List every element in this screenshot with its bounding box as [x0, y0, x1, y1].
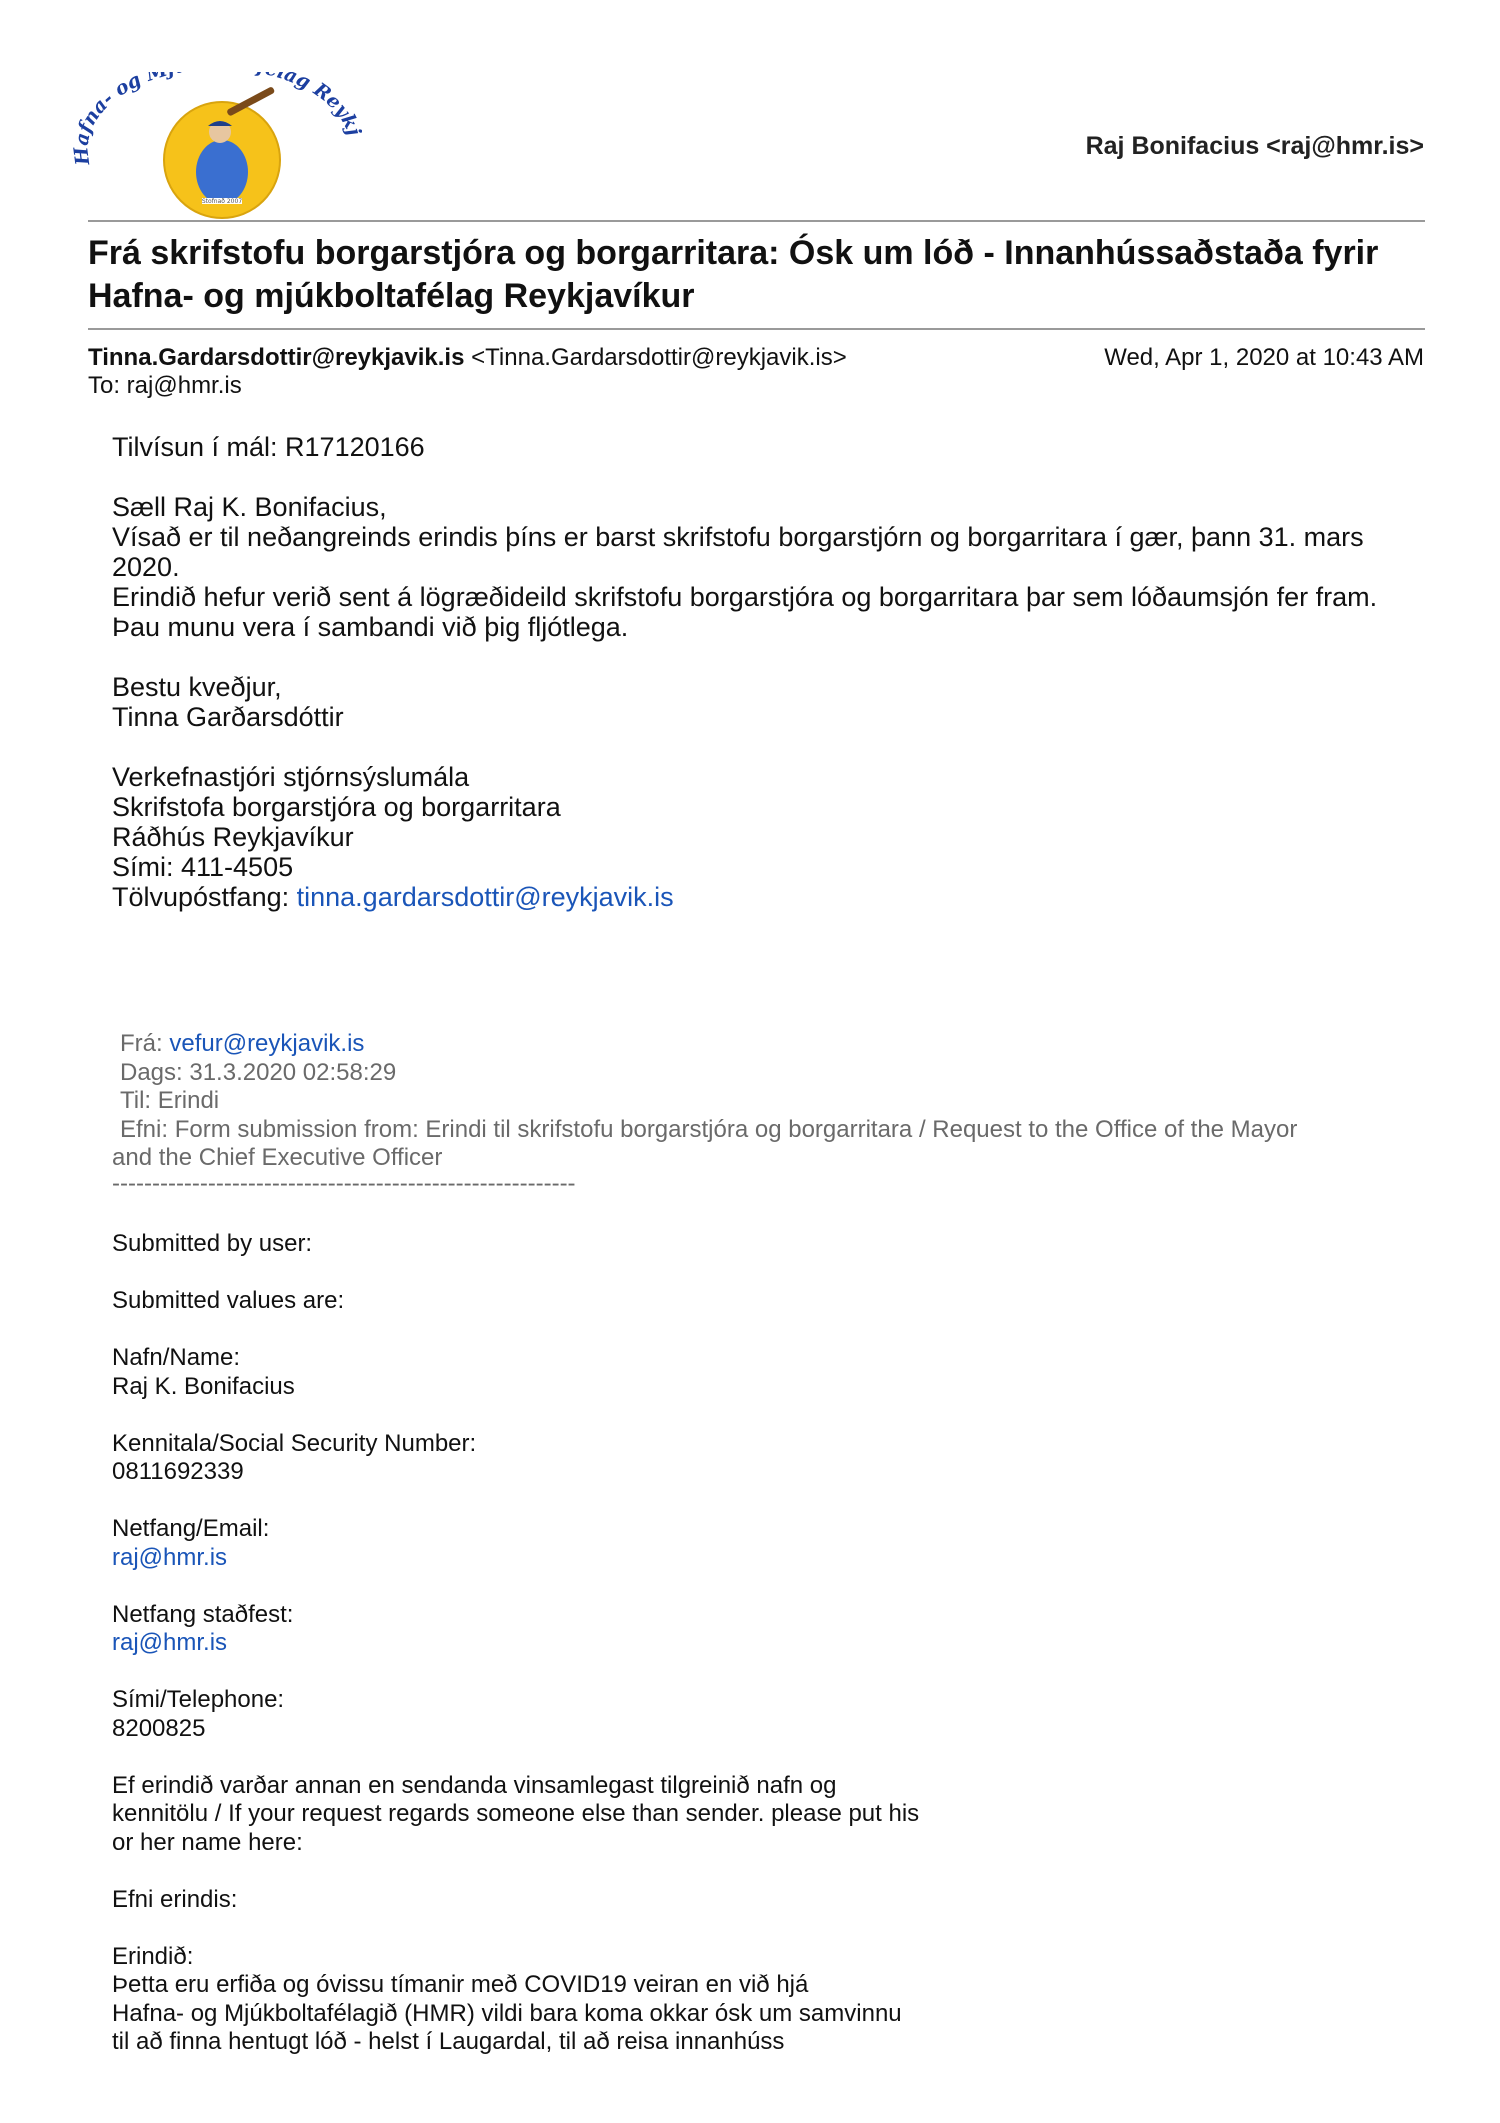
- quoted-date: Dags: 31.3.2020 02:58:29: [120, 1058, 397, 1086]
- quoted-from-label: Frá:: [120, 1030, 170, 1057]
- other-party-line-2: kennitölu / If your request regards someone else than sender. please put his: [112, 1800, 920, 1827]
- closing: Bestu kveðjur,: [112, 672, 282, 702]
- body-paragraph-2: Erindið hefur verið sent á lögræðideild skrifstofu borgarstjóra og borgarritara þar sem lóðaumsjón fer fram. Þau munu vera í sambandi við þig fljótlega.: [112, 582, 1378, 642]
- phone-label: Sími/Telephone:: [112, 1686, 285, 1713]
- signature-email-link[interactable]: tinna.gardarsdottir@reykjavik.is: [296, 882, 674, 912]
- case-reference: Tilvísun í mál: R17120166: [112, 432, 425, 462]
- account-address: Raj Bonifacius <raj@hmr.is>: [1085, 132, 1424, 160]
- quoted-from-link[interactable]: vefur@reykjavik.is: [169, 1030, 365, 1057]
- club-logo: [72, 72, 362, 222]
- signature-title: Verkefnastjóri stjórnsýslumála: [112, 762, 470, 792]
- other-party-line-3: or her name here:: [112, 1828, 303, 1856]
- sender-name[interactable]: Tinna.Gardarsdottir@reykjavik.is: [88, 344, 465, 371]
- email-confirm-label: Netfang staðfest:: [112, 1600, 294, 1628]
- ssn-label: Kennitala/Social Security Number:: [112, 1429, 477, 1457]
- phone-value: 8200825: [112, 1714, 206, 1742]
- message-body: [112, 432, 1412, 912]
- sender-address: <Tinna.Gardarsdottir@reykjavik.is>: [471, 344, 847, 371]
- signature-office: Skrifstofa borgarstjóra og borgarritara: [112, 792, 561, 822]
- greeting: Sæll Raj K. Bonifacius,: [112, 492, 387, 522]
- sender-line: [88, 344, 847, 372]
- header-divider: [88, 220, 1425, 222]
- sender-signature-name: Tinna Garðarsdóttir: [112, 702, 344, 732]
- quoted-from-line: [112, 1030, 1412, 1059]
- signature-phone: Sími: 411-4505: [112, 852, 294, 882]
- request-line-1: Þetta eru erfiða og óvissu tímanir með COVID19 veiran en við hjá: [112, 1971, 809, 1998]
- submitted-values: Submitted values are:: [112, 1287, 345, 1314]
- quoted-divider: ----------------------------------------------------------: [112, 1169, 576, 1197]
- quoted-to: Til: Erindi: [120, 1087, 220, 1114]
- body-paragraph-1: Vísað er til neðangreinds erindis þíns er barst skrifstofu borgarstjórn og borgarritara í gær, þann 31. mars 2020.: [112, 522, 1364, 582]
- request-line-3: til að finna hentugt lóð - helst í Laugardal, til að reisa innanhúss: [112, 2028, 785, 2055]
- topic-label: Efni erindis:: [112, 1885, 238, 1913]
- name-label: Nafn/Name:: [112, 1344, 241, 1371]
- subject-divider: [88, 328, 1425, 330]
- request-label: Erindið:: [112, 1942, 194, 1970]
- ssn-value: 0811692339: [112, 1458, 244, 1485]
- logo-wordmark: Hafna- og M lag Reyk: [72, 72, 362, 167]
- other-party-line-1: Ef erindið varðar annan en sendanda vinsamlegast tilgreinið nafn og: [112, 1771, 837, 1799]
- email-confirm-link[interactable]: raj@hmr.is: [112, 1629, 228, 1656]
- quoted-subject-cont: and the Chief Executive Officer: [112, 1144, 443, 1171]
- email-label: Netfang/Email:: [112, 1515, 270, 1542]
- email-value-link[interactable]: raj@hmr.is: [112, 1543, 228, 1571]
- submitted-by: Submitted by user:: [112, 1230, 313, 1257]
- email-subject: Frá skrifstofu borgarstjóra og borgarritara: Ósk um lóð - Innanhússaðstaða fyrir Hafna- og mjúkboltafélag Reykjavíkur: [88, 234, 1379, 315]
- recipient-line: To: raj@hmr.is: [88, 372, 242, 399]
- email-date: Wed, Apr 1, 2020 at 10:43 AM: [1104, 344, 1424, 371]
- name-value: Raj K. Bonifacius: [112, 1372, 295, 1400]
- signature-email-line: [112, 882, 1412, 912]
- quoted-subject: Efni: Form submission from: Erindi til skrifstofu borgarstjóra og borgarritara / Request to the Office of the Mayor: [120, 1115, 1298, 1143]
- svg-text:Stofnað 2007: Stofnað 2007: [201, 198, 243, 205]
- quoted-header: [112, 1030, 1412, 1195]
- signature-email-label: Tölvupóstfang:: [112, 882, 297, 912]
- form-submission: [112, 1230, 1412, 2057]
- request-line-2: Hafna- og Mjúkboltafélagið (HMR) vildi bara koma okkar ósk um samvinnu: [112, 1999, 902, 2027]
- signature-place: Ráðhús Reykjavíkur: [112, 822, 354, 852]
